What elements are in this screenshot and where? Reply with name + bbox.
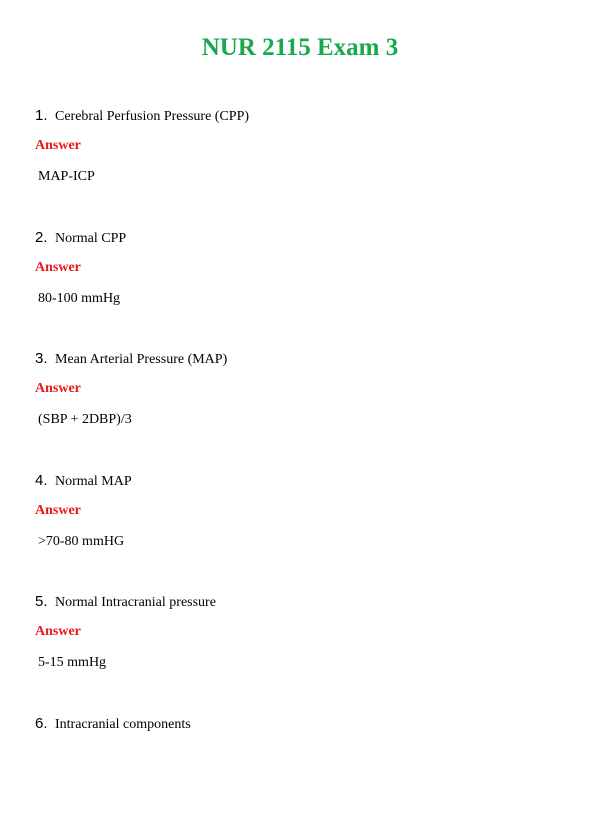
question-text: Normal CPP — [55, 231, 126, 246]
answer-text: (SBP + 2DBP)/3 — [38, 412, 132, 428]
question-number: 6. — [35, 715, 55, 732]
qa-item — [35, 472, 565, 594]
qa-item — [35, 350, 565, 472]
answer-text: 5-15 mmHg — [38, 655, 106, 671]
qa-item — [35, 715, 565, 836]
page-title: NUR 2115 Exam 3 — [0, 34, 600, 62]
answer-label: Answer — [35, 503, 81, 519]
question-text: Cerebral Perfusion Pressure (CPP) — [55, 109, 249, 124]
answer-text: MAP-ICP — [38, 169, 95, 185]
answer-label: Answer — [35, 381, 81, 397]
question — [35, 107, 249, 127]
question — [35, 229, 126, 249]
question-text: Mean Arterial Pressure (MAP) — [55, 352, 227, 367]
qa-item — [35, 107, 565, 229]
question-text: Normal Intracranial pressure — [55, 595, 216, 610]
answer-label: Answer — [35, 624, 81, 640]
question-number: 2. — [35, 229, 55, 246]
question-number: 5. — [35, 593, 55, 610]
answer-text: >70-80 mmHG — [38, 534, 124, 550]
question-text: Intracranial components — [55, 717, 191, 732]
question-text: Normal MAP — [55, 474, 132, 489]
question — [35, 350, 227, 370]
qa-item — [35, 593, 565, 715]
question-number: 3. — [35, 350, 55, 367]
answer-text: 80-100 mmHg — [38, 291, 120, 307]
question — [35, 715, 191, 735]
answer-label: Answer — [35, 138, 81, 154]
question — [35, 593, 216, 613]
qa-list — [35, 107, 565, 836]
question-number: 4. — [35, 472, 55, 489]
qa-item — [35, 229, 565, 351]
question-number: 1. — [35, 107, 55, 124]
question — [35, 472, 132, 492]
answer-label: Answer — [35, 260, 81, 276]
